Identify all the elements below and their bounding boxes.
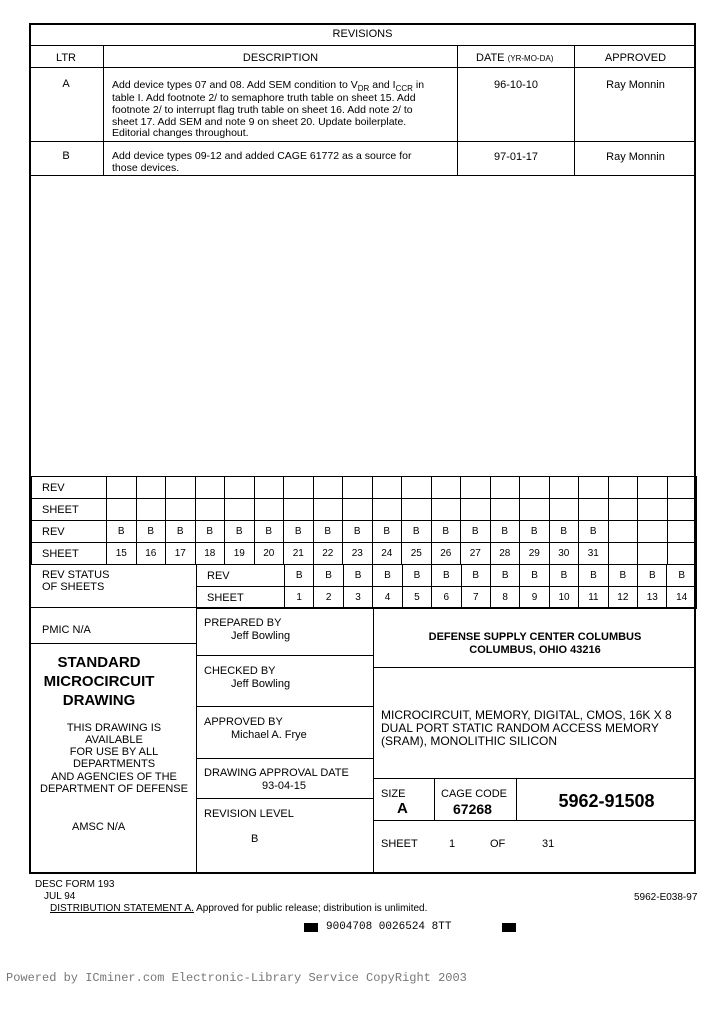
rev-cell: 15: [107, 543, 137, 565]
col-header-date: DATE (YR-MO-DA): [476, 52, 554, 64]
size-value: A: [397, 800, 408, 817]
rev-cell: [166, 477, 196, 499]
rev-cell: 28: [490, 543, 520, 565]
rev-cell: [195, 499, 225, 521]
rev-cell: 31: [579, 543, 609, 565]
rev-cell: [431, 499, 461, 521]
agency-address: COLUMBUS, OHIO 43216: [469, 644, 601, 656]
status-cell: 8: [490, 587, 519, 609]
revision-date: 96-10-10: [493, 79, 539, 91]
rev-cell: [638, 521, 668, 543]
rev-cell: 21: [284, 543, 314, 565]
rev-cell: [579, 477, 609, 499]
rev-cell: [343, 499, 373, 521]
status-cell: B: [490, 565, 519, 587]
availability-text: DEPARTMENTS: [72, 758, 156, 770]
rev-cell: [431, 477, 461, 499]
status-cell: 4: [373, 587, 402, 609]
availability-text: DEPARTMENT OF DEFENSE: [40, 783, 188, 795]
standard-microcircuit-title: MICROCIRCUIT: [43, 673, 155, 690]
rev-cell: [402, 477, 432, 499]
status-cell: 6: [432, 587, 461, 609]
distribution-statement: DISTRIBUTION STATEMENT A. Approved for public release; distribution is unlimited.: [50, 903, 428, 914]
rev-cell: 26: [431, 543, 461, 565]
checked-by-label: CHECKED BY: [204, 665, 276, 677]
drawing-number: 5962-91508: [558, 791, 655, 811]
reference-number: 5962-E038-97: [634, 892, 698, 903]
drawing-title: (SRAM), MONOLITHIC SILICON: [381, 734, 558, 748]
sheet-label: SHEET: [381, 838, 418, 850]
standard-microcircuit-title: STANDARD: [57, 654, 141, 671]
status-cell: B: [638, 565, 667, 587]
barcode-block: [502, 923, 516, 932]
rev-cell: [136, 477, 166, 499]
status-cell: B: [461, 565, 490, 587]
revision-approver: Ray Monnin: [606, 79, 665, 91]
revision-ltr: B: [62, 150, 70, 162]
rev-cell: 30: [549, 543, 579, 565]
rev-cell: [254, 477, 284, 499]
rev-row-label: SHEET: [32, 499, 107, 521]
rev-cell: [520, 499, 550, 521]
status-cell: B: [520, 565, 549, 587]
col-header-approved: APPROVED: [604, 52, 667, 64]
status-cell: B: [314, 565, 343, 587]
rev-cell: [638, 543, 668, 565]
rev-cell: B: [136, 521, 166, 543]
rev-cell: [372, 499, 402, 521]
size-label: SIZE: [381, 788, 406, 800]
revisions-title: REVISIONS: [332, 28, 393, 40]
rev-row-label: SHEET: [32, 543, 107, 565]
status-cell: B: [343, 565, 372, 587]
rev-cell: 18: [195, 543, 225, 565]
approval-date-label: DRAWING APPROVAL DATE: [204, 767, 349, 779]
rev-cell: 23: [343, 543, 373, 565]
availability-text: AND AGENCIES OF THE: [51, 771, 177, 783]
status-cell: B: [285, 565, 314, 587]
amsc-label: AMSC N/A: [72, 821, 126, 833]
prepared-by-label: PREPARED BY: [204, 617, 282, 629]
rev-cell: [313, 499, 343, 521]
of-label: OF: [490, 838, 506, 850]
availability-text: FOR USE BY ALL: [69, 746, 159, 758]
status-cell: 11: [579, 587, 608, 609]
rev-cell: B: [431, 521, 461, 543]
rev-cell: [284, 477, 314, 499]
status-cell: 10: [549, 587, 578, 609]
rev-cell: [166, 499, 196, 521]
revision-desc-line: footnote 2/ to interrupt flag truth table on sheet 16. Add note 2/ to: [112, 104, 413, 116]
revision-approver: Ray Monnin: [606, 151, 665, 163]
cage-code-value: 67268: [453, 801, 492, 817]
rev-cell: [638, 477, 668, 499]
status-cell: 14: [667, 587, 696, 609]
status-row-label: SHEET: [197, 587, 285, 609]
rev-cell: B: [490, 521, 520, 543]
status-cell: 2: [314, 587, 343, 609]
status-cell: 12: [608, 587, 637, 609]
rev-cell: B: [402, 521, 432, 543]
rev-cell: [549, 477, 579, 499]
form-date: JUL 94: [44, 891, 76, 902]
rev-cell: [402, 499, 432, 521]
rev-cell: B: [343, 521, 373, 543]
status-cell: B: [432, 565, 461, 587]
barcode-block: [304, 923, 318, 932]
sheet-total: 31: [542, 838, 555, 850]
rev-cell: [520, 477, 550, 499]
rev-cell: [313, 477, 343, 499]
rev-cell: 24: [372, 543, 402, 565]
barcode-text: 9004708 0026524 8TT: [326, 921, 452, 933]
col-header-ltr: LTR: [56, 52, 76, 64]
rev-cell: 20: [254, 543, 284, 565]
rev-cell: B: [579, 521, 609, 543]
rev-cell: B: [284, 521, 314, 543]
status-row-label: REV: [197, 565, 285, 587]
rev-cell: B: [372, 521, 402, 543]
rev-cell: [284, 499, 314, 521]
rev-cell: [608, 543, 638, 565]
prepared-by-value: Jeff Bowling: [231, 630, 291, 642]
rev-cell: B: [225, 521, 255, 543]
rev-status-label: OF SHEETS: [42, 581, 105, 593]
status-cell: 5: [402, 587, 431, 609]
approved-by-value: Michael A. Frye: [231, 729, 307, 741]
rev-row-label: REV: [32, 521, 107, 543]
revision-desc-line: Add device types 09-12 and added CAGE 61772 as a source for: [112, 150, 412, 162]
standard-microcircuit-title: DRAWING: [62, 692, 136, 709]
rev-cell: 17: [166, 543, 196, 565]
revision-desc-line: those devices.: [112, 162, 180, 174]
rev-cell: B: [166, 521, 196, 543]
revision-date: 97-01-17: [493, 151, 539, 163]
rev-cell: 16: [136, 543, 166, 565]
rev-cell: [136, 499, 166, 521]
rev-cell: [225, 477, 255, 499]
rev-cell: [107, 499, 137, 521]
rev-cell: B: [549, 521, 579, 543]
pmic-label: PMIC N/A: [42, 624, 91, 636]
sheet-revision-table: [31, 476, 697, 565]
status-cell: B: [549, 565, 578, 587]
rev-cell: B: [107, 521, 137, 543]
revision-desc-line: Add device types 07 and 08. Add SEM condition to $V_{DR}$ and $I_{CCR}$ in: [112, 79, 425, 94]
checked-by-value: Jeff Bowling: [231, 678, 291, 690]
rev-cell: [608, 521, 638, 543]
status-cell: 3: [343, 587, 372, 609]
rev-cell: [461, 499, 491, 521]
rev-cell: [608, 499, 638, 521]
rev-cell: [343, 477, 373, 499]
status-cell: B: [402, 565, 431, 587]
rev-cell: [490, 477, 520, 499]
rev-cell: [608, 477, 638, 499]
rev-cell: 25: [402, 543, 432, 565]
rev-cell: B: [254, 521, 284, 543]
revision-desc-line: Editorial changes throughout.: [112, 127, 249, 139]
rev-cell: B: [313, 521, 343, 543]
revision-level-value: B: [251, 833, 259, 845]
rev-cell: [490, 499, 520, 521]
revision-level-label: REVISION LEVEL: [204, 808, 294, 820]
rev-cell: 19: [225, 543, 255, 565]
rev-cell: [579, 499, 609, 521]
rev-cell: [225, 499, 255, 521]
form-number: DESC FORM 193: [35, 879, 115, 890]
rev-cell: 29: [520, 543, 550, 565]
rev-cell: B: [195, 521, 225, 543]
powered-by-footer: Powered by ICminer.com Electronic-Library Service CopyRight 2003: [6, 971, 467, 985]
drawing-title: DUAL PORT STATIC RANDOM ACCESS MEMORY: [381, 721, 659, 735]
availability-text: AVAILABLE: [85, 734, 143, 746]
rev-cell: [667, 477, 697, 499]
approved-by-label: APPROVED BY: [204, 716, 283, 728]
rev-cell: 22: [313, 543, 343, 565]
status-cell: 7: [461, 587, 490, 609]
status-cell: 9: [520, 587, 549, 609]
rev-cell: 27: [461, 543, 491, 565]
agency-name: DEFENSE SUPPLY CENTER COLUMBUS: [428, 631, 642, 643]
rev-cell: [667, 499, 697, 521]
rev-cell: [667, 543, 697, 565]
sheet-number: 1: [449, 838, 456, 850]
status-cell: B: [373, 565, 402, 587]
rev-cell: B: [520, 521, 550, 543]
rev-cell: [549, 499, 579, 521]
status-cell: B: [579, 565, 608, 587]
rev-cell: [254, 499, 284, 521]
revision-desc-line: sheet 17. Add SEM and note 9 on sheet 20. Update boilerplate.: [112, 116, 407, 128]
rev-cell: [107, 477, 137, 499]
status-cell: 13: [638, 587, 667, 609]
rev-cell: [372, 477, 402, 499]
status-cell: B: [608, 565, 637, 587]
revision-ltr: A: [62, 78, 70, 90]
cage-code-label: CAGE CODE: [441, 788, 508, 800]
rev-status-table: [196, 564, 697, 609]
rev-row-label: REV: [32, 477, 107, 499]
rev-cell: [461, 477, 491, 499]
rev-status-label: REV STATUS: [42, 569, 110, 581]
rev-cell: [195, 477, 225, 499]
status-cell: 1: [285, 587, 314, 609]
rev-cell: [638, 499, 668, 521]
approval-date-value: 93-04-15: [262, 780, 307, 792]
col-header-description: DESCRIPTION: [242, 52, 319, 64]
rev-cell: B: [461, 521, 491, 543]
rev-cell: [667, 521, 697, 543]
drawing-title: MICROCIRCUIT, MEMORY, DIGITAL, CMOS, 16K X 8: [381, 708, 672, 722]
availability-text: THIS DRAWING IS: [66, 722, 162, 734]
revision-desc-line: table I. Add footnote 2/ to semaphore truth table on sheet 15. Add: [112, 92, 416, 104]
status-cell: B: [667, 565, 696, 587]
